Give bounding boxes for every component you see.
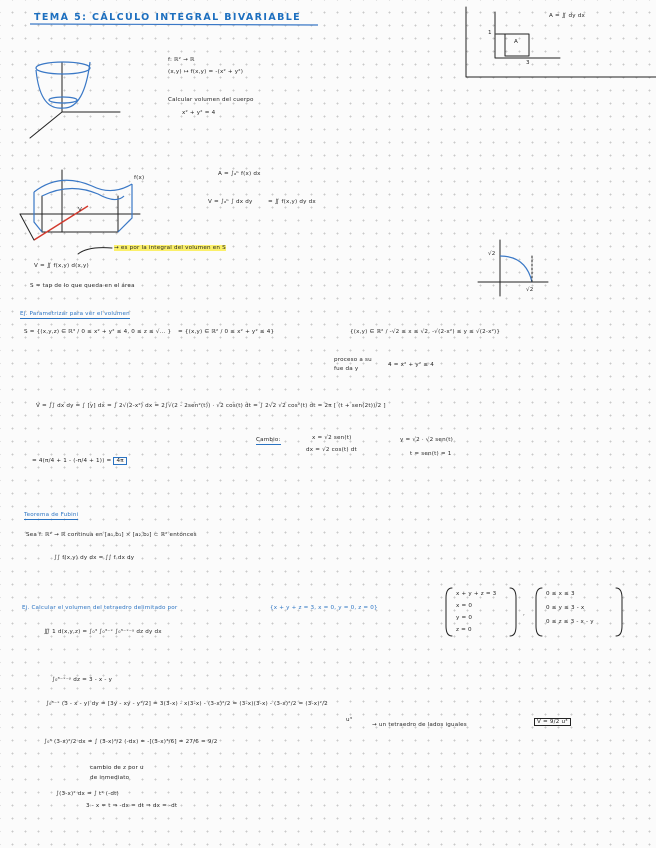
volume-integral: V = ∬ f(x,y) d(x,y) xyxy=(34,263,89,269)
fubini-heading-text: Teorema de Fubini xyxy=(24,512,79,518)
ex1-heading xyxy=(20,312,130,318)
ex2-brace2-left xyxy=(536,588,542,636)
y-tick: 1 xyxy=(488,30,492,36)
ex1-heading-text: Ej. Parametrizar para ver el volumen xyxy=(20,311,130,317)
region-label: V xyxy=(78,207,83,213)
map-line2: (x,y) ↦ f(x,y) = -(x² + y²) xyxy=(168,69,244,75)
graph-label: f(x) xyxy=(134,175,145,181)
volume-note xyxy=(114,246,226,252)
quarter-x-label: √2 xyxy=(526,287,534,293)
ex1-set-proj: = {(x,y) ∈ ℝ² / 0 ≤ x² + y² ≤ 4} xyxy=(178,329,275,335)
ex2-sys-separator: , xyxy=(523,611,525,617)
ex2-unit-box-text: V = 9/2 u³ xyxy=(534,718,571,726)
single-integral: A = ∫ₐᵇ f(x) dx xyxy=(218,171,261,177)
title-underline xyxy=(30,24,318,25)
volume-note-text: → es por la integral del volumen en S xyxy=(114,245,226,251)
ex2-sys-right-2: 0 ≤ z ≤ 3 - x - y xyxy=(546,619,594,625)
ex2-sys-left-3: z = 0 xyxy=(456,627,472,633)
ex1-change-2: dx = √2 cos(t) dt xyxy=(306,447,357,453)
ex2-unit-note: u³ xyxy=(346,717,353,723)
area-label: A xyxy=(514,39,519,45)
fubini-heading xyxy=(24,513,78,519)
ex2-heading: Ej. Calcular el volumen del tetraedro delimitado por xyxy=(22,605,178,611)
ex2-brace-left xyxy=(446,588,452,636)
ex1-change-label xyxy=(256,438,281,444)
paraboloid-sketch xyxy=(30,62,120,138)
x-tick: 3 xyxy=(526,60,530,66)
ex2-step-2: ∫₀³⁻ˣ (3 - x - y) dy = [3y - xy - y²/2] = 3(3-x) - x(3-x) - (3-x)²/2 = (3-x)(3-x) - (3-x)²/2 = (3-x)²/2 xyxy=(46,701,328,707)
ex2-sys-left-1: x = 0 xyxy=(456,603,473,609)
ex2-brace-right xyxy=(510,588,516,636)
area-integral: A = ∬ dy dx xyxy=(549,13,585,19)
ex2-sys-right-1: 0 ≤ y ≤ 3 - x xyxy=(546,605,585,611)
ex1-set-def: S = {(x,y,z) ∈ ℝ³ / 0 ≤ x² + y² ≤ 4, 0 ≤ z ≤ √... } xyxy=(24,329,172,335)
ex1-note-c: 4 = x² + y² ≤ 4 xyxy=(388,362,434,368)
ex2-sub-a: cambio de z por u xyxy=(90,765,144,771)
note-arrow xyxy=(78,248,112,254)
ex1-change-3: y = √2 · √2 sen(t) xyxy=(400,437,453,443)
fubini-statement: Sea f: ℝ² → ℝ continua en [a₁,b₁] × [a₂,b₂] ⊂ ℝ² entonces xyxy=(26,532,197,538)
ex1-result-box: 4π xyxy=(113,457,126,465)
volume-label: Calcular volumen del cuerpo xyxy=(168,97,254,103)
ex1-set-param: {(x,y) ∈ ℝ² / -√2 ≤ x ≤ √2, -√(2-x²) ≤ y ≤ √(2-x²)} xyxy=(350,329,501,335)
ex2-planes: {x + y + z = 3, x = 0, y = 0, z = 0} xyxy=(270,605,378,611)
ex2-sys-left-0: x + y + z = 3 xyxy=(456,591,497,597)
ex1-change-label-text: Cambio: xyxy=(256,437,281,443)
double-integral-b: = ∬ f(x,y) dy dx xyxy=(268,199,316,205)
ex2-sub-integral: ∫(3-x)² dx = ∫ t² (-dt) xyxy=(56,791,119,797)
ex2-unit-box xyxy=(534,720,571,726)
ex2-unit-text: → un tetraedro de lados iguales xyxy=(372,722,467,728)
page-title: TEMA 5: CÁLCULO INTEGRAL BIVARIABLE xyxy=(34,12,302,23)
volume-region-sketch xyxy=(20,170,140,240)
ex1-note-a: proceso a su xyxy=(334,357,372,363)
fubini-formula: ∫∫ f(x,y) dy dx = ∫∫ f dx dy xyxy=(54,555,135,561)
quarter-y-label: √2 xyxy=(488,251,496,257)
ex1-change-1: x = √2 sen(t) xyxy=(312,435,352,441)
double-integral-a: V = ∫ₐᵇ ∫ dx dy xyxy=(208,199,253,205)
ex2-brace2-right xyxy=(616,588,622,636)
ex1-result xyxy=(32,459,127,465)
quarter-circle-sketch xyxy=(478,240,548,296)
ex1-long-equation: V = ∫∫ dx dy = ∫ [y] dx = ∫ 2√(2-x²) dx = 2∫√(2 - 2sen²(t)) · √2 cos(t) dt = ∫ 2√2 √2 cos²(t) dt = 2π [ (t + sen(2t))/2 ] xyxy=(36,403,386,409)
ex1-note-b: fue da y xyxy=(334,366,359,372)
s-note: S = tap de lo que queda en el área xyxy=(30,283,135,289)
ex2-sys-left-2: y = 0 xyxy=(456,615,473,621)
ex2-sys-right-0: 0 ≤ x ≤ 3 xyxy=(546,591,575,597)
ex1-change-4: t = sen(t) = 1 xyxy=(410,451,452,457)
ex2-step-1: ∫₀³⁻ˣ⁻ʸ dz = 3 - x - y xyxy=(52,677,113,683)
ex1-result-text: = 4(π/4 + 1 - (-π/4 + 1)) = xyxy=(32,458,112,464)
ex2-sub-b: de inmediato xyxy=(90,775,130,781)
ex2-step-3: ∫₀³ (3-x)²/2 dx = ∫ (3-x)²/2 (-dx) = -[(3-x)³/6] = 27/6 = 9/2 xyxy=(44,739,218,745)
ex2-sub-change: 3 - x = t ⇒ -dx = dt ⇒ dx = -dt xyxy=(86,803,178,809)
circle-equation: x² + y² = 4 xyxy=(182,110,216,116)
ex2-triple-integral: ∭ 1 d(x,y,z) = ∫₀³ ∫₀³⁻ˣ ∫₀³⁻ˣ⁻ʸ dz dy dx xyxy=(44,629,162,635)
map-line1: f: ℝ² → ℝ xyxy=(168,57,195,63)
